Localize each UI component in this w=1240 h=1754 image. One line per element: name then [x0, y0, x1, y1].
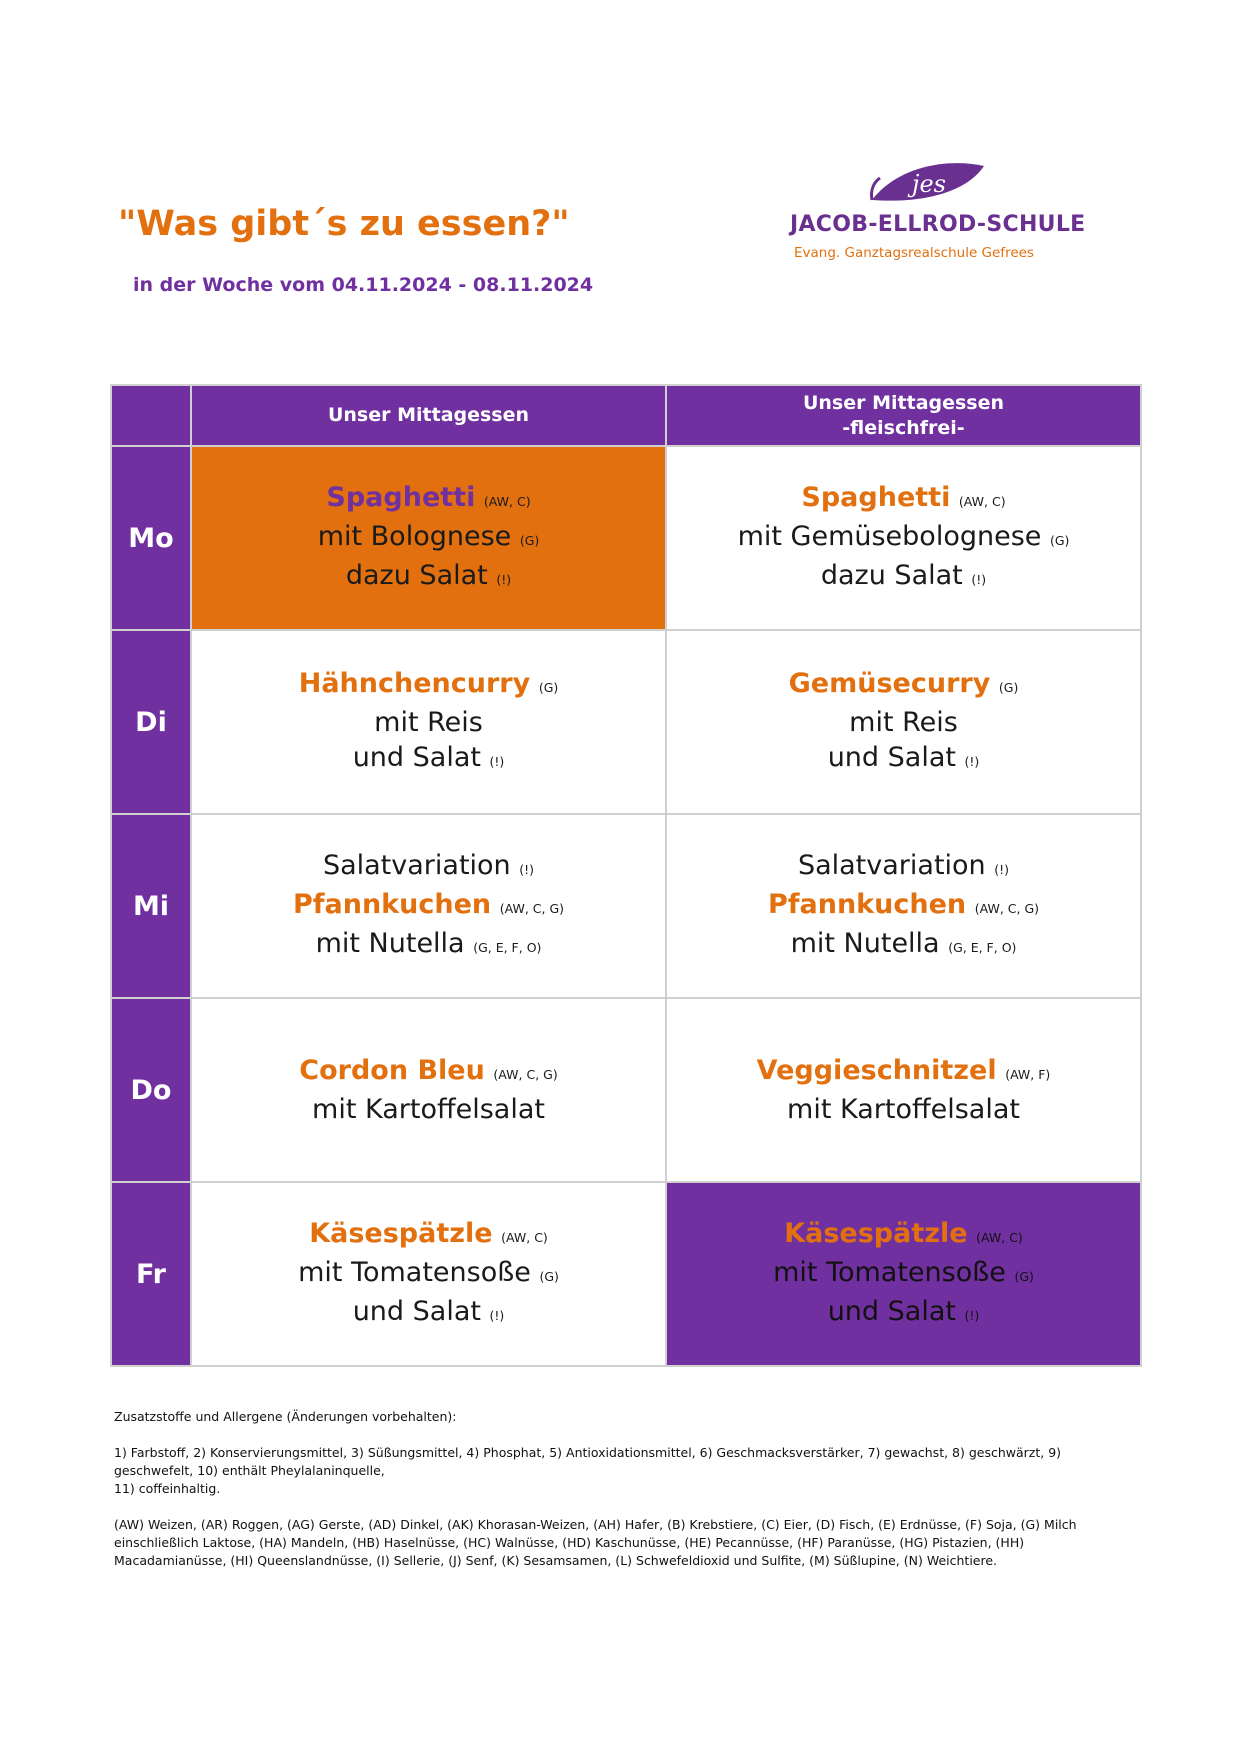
dish-name: Veggieschnitzel	[756, 1055, 997, 1086]
dish-name: Pfannkuchen	[292, 888, 492, 920]
side-dish: und Salat	[352, 741, 481, 773]
allergen-code: (AW, C, G)	[974, 900, 1040, 916]
allergen-code: (AW, C)	[501, 1229, 548, 1245]
side-dish: mit Tomatensoße	[298, 1256, 531, 1288]
menu-cell	[191, 1182, 666, 1366]
day-label: Mi	[111, 814, 191, 998]
dish-name: Spaghetti	[326, 481, 476, 513]
allergen-code: (!)	[496, 571, 512, 587]
day-label: Fr	[111, 1182, 191, 1366]
menu-cell-veggie	[666, 814, 1141, 998]
allergen-code: (AW, C)	[958, 493, 1006, 509]
menu-cell	[191, 814, 666, 998]
corner-cell	[111, 385, 191, 446]
side-dish: und Salat	[827, 741, 956, 773]
legend-additives-cont: 11) coffeinhaltig.	[114, 1481, 221, 1496]
menu-cell	[191, 446, 666, 630]
allergen-code: (AW, C)	[483, 493, 531, 509]
side-dish: dazu Salat	[345, 559, 488, 591]
allergen-code: (G)	[539, 1268, 559, 1284]
dish-name: Hähnchencurry	[298, 667, 531, 699]
side-dish: mit Reis	[849, 706, 958, 738]
allergen-code: (!)	[489, 753, 505, 769]
side-dish: mit Kartoffelsalat	[787, 1094, 1020, 1125]
fish-logo-icon	[868, 160, 988, 208]
side-dish: mit Nutella	[790, 927, 940, 959]
allergen-legend	[114, 1408, 1124, 1588]
day-label: Mo	[111, 446, 191, 630]
side-dish: mit Nutella	[315, 927, 465, 959]
school-logo	[790, 160, 1086, 270]
header-menu-veggie	[666, 385, 1141, 446]
week-subtitle: in der Woche vom 04.11.2024 - 08.11.2024	[133, 274, 594, 296]
side-dish: Salatvariation	[322, 849, 511, 881]
menu-table	[110, 384, 1142, 1367]
legend-allergens: (AW) Weizen, (AR) Roggen, (AG) Gerste, (AD) Dinkel, (AK) Khorasan-Weizen, (AH) Hafer, (B) Krebstiere, (C) Eier, (D) Fisch, (E) Erdnüsse, (F) Soja, (G) Milch einschließlich Laktose, (HA) Mandeln, (HB) Haselnüsse, (HC) Walnüsse, (HD) Kaschunüsse, (HE) Pecannüsse, (HF) Paranüsse, (HG) Pistazien, (HH) Macadamianüsse, (HI) Queenslandnüsse, (I) Sellerie, (J) Senf, (K) Sesamsamen, (L) Schwefeldioxid und Sulfite, (M) Süßlupine, (N) Weichtiere.	[114, 1517, 1077, 1568]
allergen-code: (!)	[489, 1307, 505, 1323]
day-label: Do	[111, 998, 191, 1182]
allergen-code: (!)	[971, 571, 987, 587]
header-menu	[191, 385, 666, 446]
side-dish: mit Reis	[374, 706, 483, 738]
allergen-code: (AW, F)	[1005, 1067, 1051, 1082]
header-veggie-label: Unser Mittagessen	[802, 391, 1005, 414]
allergen-code: (!)	[964, 1307, 980, 1323]
day-label: Di	[111, 630, 191, 814]
allergen-code: (G, E, F, O)	[473, 939, 542, 955]
header-row	[111, 385, 1141, 446]
menu-cell	[191, 630, 666, 814]
allergen-code: (G)	[538, 679, 559, 695]
menu-cell-veggie	[666, 446, 1141, 630]
side-dish: dazu Salat	[820, 559, 963, 591]
side-dish: und Salat	[827, 1295, 956, 1327]
row-di	[111, 630, 1141, 814]
allergen-code: (AW, C, G)	[499, 900, 565, 916]
row-do	[111, 998, 1141, 1182]
allergen-code: (!)	[964, 753, 980, 769]
header-menu-label: Unser Mittagessen	[327, 404, 530, 427]
allergen-code: (!)	[994, 861, 1010, 877]
dish-name: Gemüsecurry	[788, 667, 991, 699]
side-dish: und Salat	[352, 1295, 481, 1327]
menu-cell-veggie	[666, 1182, 1141, 1366]
side-dish: mit Kartoffelsalat	[312, 1094, 545, 1125]
side-dish: mit Bolognese	[317, 520, 512, 552]
side-dish: mit Tomatensoße	[773, 1256, 1006, 1288]
menu-cell-veggie	[666, 630, 1141, 814]
allergen-code: (G, E, F, O)	[948, 939, 1017, 955]
school-name: JACOB-ELLROD-SCHULE	[790, 212, 1086, 237]
allergen-code: (G)	[519, 532, 540, 548]
side-dish: mit Gemüsebolognese	[737, 520, 1042, 552]
logo-mark-text: jes	[912, 170, 946, 198]
page-title: "Was gibt´s zu essen?"	[118, 204, 570, 244]
dish-name: Käsespätzle	[784, 1217, 968, 1249]
row-fr	[111, 1182, 1141, 1366]
dish-name: Spaghetti	[801, 481, 951, 513]
allergen-code: (G)	[1049, 532, 1070, 548]
legend-additives: 1) Farbstoff, 2) Konservierungsmittel, 3) Süßungsmittel, 4) Phosphat, 5) Antioxidationsmittel, 6) Geschmacksverstärker, 7) gewachst, 8) geschwärzt, 9) geschwefelt, 10) enthält Pheylalaninquelle,	[114, 1445, 1062, 1478]
dish-name: Pfannkuchen	[767, 888, 967, 920]
allergen-code: (AW, C)	[976, 1229, 1023, 1245]
row-mi	[111, 814, 1141, 998]
dish-name: Cordon Bleu	[299, 1055, 485, 1086]
legend-heading: Zusatzstoffe und Allergene (Änderungen vorbehalten):	[114, 1409, 457, 1424]
allergen-code: (!)	[519, 861, 535, 877]
side-dish: Salatvariation	[797, 849, 986, 881]
header-veggie-sub: -fleischfrei-	[842, 416, 965, 439]
allergen-code: (G)	[998, 679, 1019, 695]
dish-name: Käsespätzle	[309, 1217, 493, 1249]
allergen-code: (G)	[1014, 1268, 1034, 1284]
menu-cell	[191, 998, 666, 1182]
allergen-code: (AW, C, G)	[493, 1067, 558, 1082]
school-tagline: Evang. Ganztagsrealschule Gefrees	[794, 245, 1034, 261]
row-mo	[111, 446, 1141, 630]
menu-cell-veggie	[666, 998, 1141, 1182]
